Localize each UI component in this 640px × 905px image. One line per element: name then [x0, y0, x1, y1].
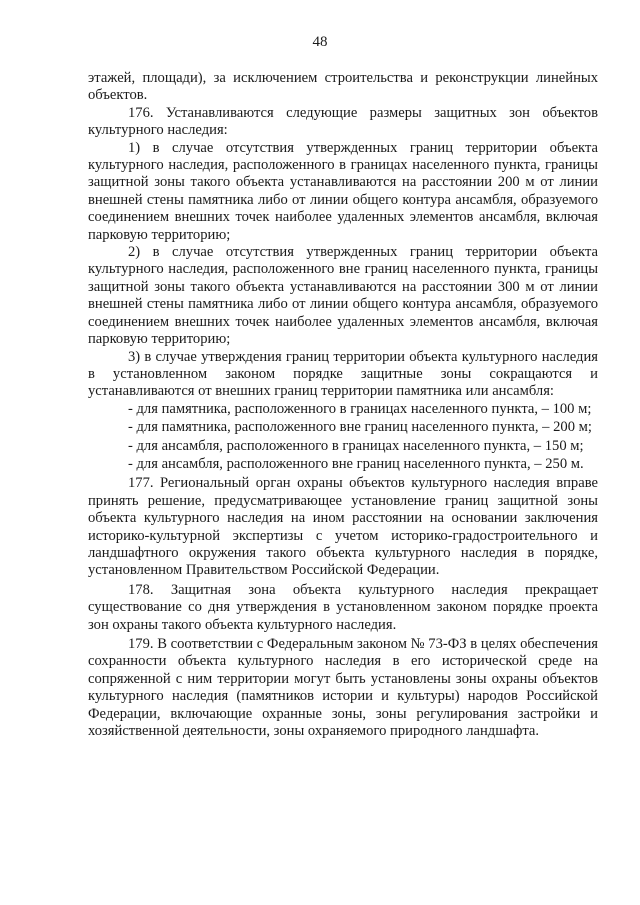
page-number: 48 — [312, 34, 328, 50]
document-body — [88, 70, 598, 740]
paragraph-continuation: этажей, площади), за исключением строительства и реконструкции линейных объектов. — [88, 70, 598, 104]
paragraph-179: 179. В соответствии с Федеральным законом № 73-ФЗ в целях обеспечения сохранности объекта культурного наследия в его исторической среде на сопряженной с ним территории могут быть установлены зоны охраны объектов культурного наследия (памятников истории и культуры) народов Российской Федерации, включающие охранные зоны, зоны регулирования застройки и хозяйственной деятельности, зоны охраняемого природного ландшафта. — [88, 636, 598, 740]
dash-item-monument-outside: - для памятника, расположенного вне границ населенного пункта, – 200 м; — [128, 419, 592, 436]
paragraph-176-item-1: 1) в случае отсутствия утвержденных границ территории объекта культурного наследия, расположенного в границах населенного пункта, границы защитной зоны такого объекта устанавливаются на расстоянии 200 м от линии внешней стены памятника либо от линии общего контура ансамбля, образуемого соединением внешних точек наиболее удаленных элементов ансамбля, включая парковую территорию; — [88, 139, 598, 243]
paragraph-176-item-3: 3) в случае утверждения границ территории объекта культурного наследия в установленном законом порядке защитные зоны сокращаются и устанавливаются от внешних границ территории памятника или ансамбля: — [88, 348, 598, 400]
dash-item-ensemble-inside: - для ансамбля, расположенного в границах населенного пункта, – 150 м; — [128, 437, 584, 454]
dash-item-monument-inside: - для памятника, расположенного в границах населенного пункта, – 100 м; — [128, 400, 592, 417]
dash-item-ensemble-outside: - для ансамбля, расположенного вне границ населенного пункта, – 250 м. — [128, 455, 584, 472]
paragraph-176: 176. Устанавливаются следующие размеры защитных зон объектов культурного наследия: — [88, 104, 598, 139]
paragraph-178: 178. Защитная зона объекта культурного наследия прекращает существование со дня утверждения в установленном законом порядке проекта зон охраны такого объекта культурного наследия. — [88, 581, 598, 633]
paragraph-177: 177. Региональный орган охраны объектов культурного наследия вправе принять решение, предусматривающее установление границ защитной зоны объекта культурного наследия на ином расстоянии на основании заключения историко-культурной экспертизы с учетом историко-градостроительного и ландшафтного окружения такого объекта культурного наследия в порядке, установленном Правительством Российской Федерации. — [88, 475, 598, 579]
paragraph-176-item-2: 2) в случае отсутствия утвержденных границ территории объекта культурного наследия, расположенного вне границ населенного пункта, границы защитной зоны такого объекта устанавливаются на расстоянии 300 м от линии внешней стены памятника либо от линии общего контура ансамбля, образуемого соединением внешних точек наиболее удаленных элементов ансамбля, включая парковую территорию; — [88, 244, 598, 348]
